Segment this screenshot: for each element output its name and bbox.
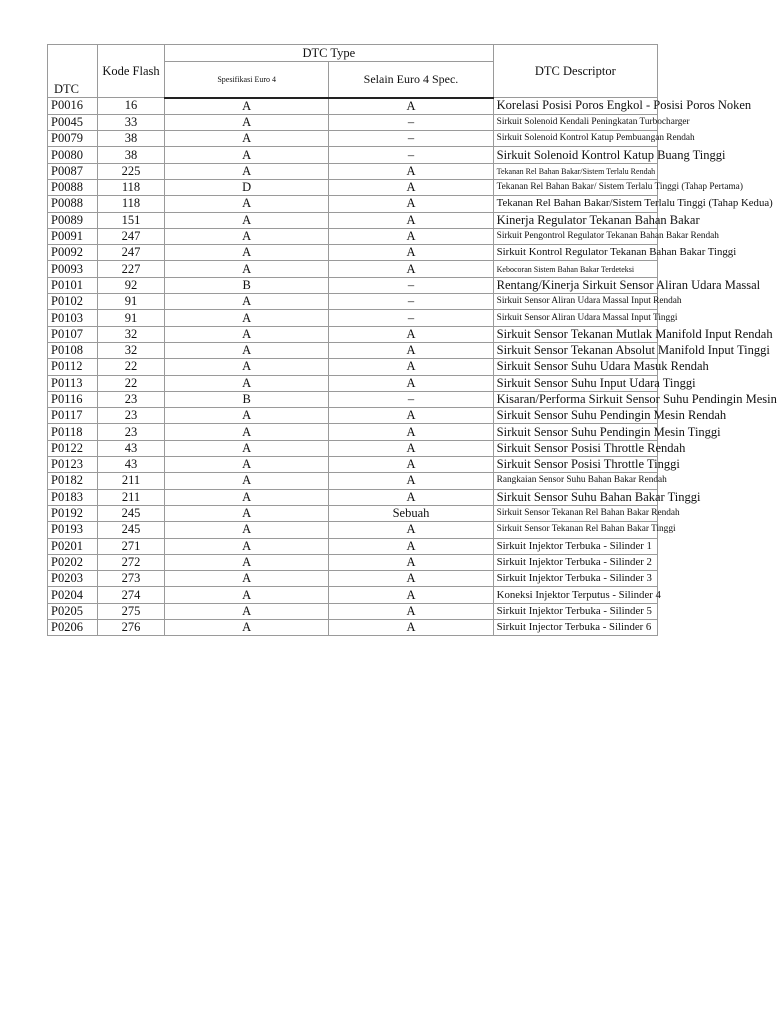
dtc-table [47, 44, 777, 636]
selain-euro4-type-cell: A [329, 261, 493, 277]
selain-euro4-type-cell: Sebuah [329, 505, 493, 521]
kode-flash-cell: 247 [98, 245, 165, 261]
dtc-descriptor-cell: Sirkuit Sensor Aliran Udara Massal Input Tinggi [493, 310, 657, 326]
euro4-type-cell: A [165, 457, 329, 473]
selain-euro4-type-cell: – [329, 391, 493, 407]
selain-euro4-type-cell: A [329, 554, 493, 570]
table-row [48, 571, 658, 587]
dtc-code-cell: P0116 [48, 391, 98, 407]
euro4-type-cell: D [165, 179, 329, 195]
table-row [48, 359, 658, 375]
dtc-code-cell: P0192 [48, 505, 98, 521]
table-row [48, 424, 658, 440]
selain-euro4-type-cell: A [329, 489, 493, 505]
table-row [48, 196, 658, 212]
euro4-type-cell: A [165, 473, 329, 489]
kode-flash-cell: 23 [98, 408, 165, 424]
dtc-descriptor-cell: Sirkuit Sensor Suhu Udara Masuk Rendah [493, 359, 657, 375]
selain-euro4-type-cell: A [329, 522, 493, 538]
dtc-code-cell: P0205 [48, 603, 98, 619]
selain-euro4-type-cell: A [329, 98, 493, 115]
dtc-code-cell: P0016 [48, 98, 98, 115]
selain-euro4-type-cell: A [329, 538, 493, 554]
dtc-code-cell: P0089 [48, 212, 98, 228]
table-row [48, 505, 658, 521]
kode-flash-cell: 23 [98, 424, 165, 440]
dtc-descriptor-cell: Sirkuit Injector Terbuka - Silinder 6 [493, 620, 657, 636]
table-row [48, 277, 658, 293]
table-row [48, 620, 658, 636]
euro4-type-cell: A [165, 212, 329, 228]
dtc-descriptor-cell: Tekanan Rel Bahan Bakar/Sistem Terlalu Tinggi (Tahap Kedua) [493, 196, 657, 212]
table-row [48, 554, 658, 570]
selain-euro4-type-cell: – [329, 147, 493, 163]
selain-euro4-type-cell: – [329, 310, 493, 326]
selain-euro4-type-cell: A [329, 408, 493, 424]
euro4-type-cell: A [165, 408, 329, 424]
euro4-type-cell: A [165, 147, 329, 163]
dtc-code-cell: P0117 [48, 408, 98, 424]
kode-flash-cell: 118 [98, 196, 165, 212]
dtc-code-cell: P0079 [48, 131, 98, 147]
kode-flash-cell: 211 [98, 473, 165, 489]
header-dtc: DTC [48, 45, 98, 98]
selain-euro4-type-cell: A [329, 571, 493, 587]
table-row [48, 98, 658, 115]
dtc-descriptor-cell: Sirkuit Sensor Suhu Input Udara Tinggi [493, 375, 657, 391]
kode-flash-cell: 92 [98, 277, 165, 293]
dtc-descriptor-cell: Tekanan Rel Bahan Bakar/Sistem Terlalu Rendah [493, 163, 657, 179]
dtc-descriptor-cell: Rentang/Kinerja Sirkuit Sensor Aliran Udara Massal [493, 277, 657, 293]
selain-euro4-type-cell: A [329, 196, 493, 212]
dtc-code-cell: P0182 [48, 473, 98, 489]
euro4-type-cell: A [165, 554, 329, 570]
header-dtc-descriptor: DTC Descriptor [493, 45, 657, 98]
table-row [48, 522, 658, 538]
selain-euro4-type-cell: A [329, 359, 493, 375]
kode-flash-cell: 273 [98, 571, 165, 587]
table-row [48, 587, 658, 603]
kode-flash-cell: 274 [98, 587, 165, 603]
kode-flash-cell: 118 [98, 179, 165, 195]
dtc-descriptor-cell: Sirkuit Solenoid Kontrol Katup Buang Tinggi [493, 147, 657, 163]
euro4-type-cell: A [165, 538, 329, 554]
dtc-code-cell: P0101 [48, 277, 98, 293]
dtc-descriptor-cell: Korelasi Posisi Poros Engkol - Posisi Poros Noken [493, 98, 657, 115]
dtc-descriptor-cell: Sirkuit Kontrol Regulator Tekanan Bahan Bakar Tinggi [493, 245, 657, 261]
kode-flash-cell: 275 [98, 603, 165, 619]
table-row [48, 538, 658, 554]
dtc-descriptor-cell: Kebocoran Sistem Bahan Bakar Terdeteksi [493, 261, 657, 277]
euro4-type-cell: A [165, 603, 329, 619]
dtc-descriptor-cell: Sirkuit Injektor Terbuka - Silinder 2 [493, 554, 657, 570]
selain-euro4-type-cell: A [329, 603, 493, 619]
selain-euro4-type-cell: A [329, 620, 493, 636]
dtc-descriptor-cell: Sirkuit Sensor Suhu Pendingin Mesin Rendah [493, 408, 657, 424]
dtc-descriptor-cell: Sirkuit Injektor Terbuka - Silinder 5 [493, 603, 657, 619]
kode-flash-cell: 276 [98, 620, 165, 636]
kode-flash-cell: 33 [98, 114, 165, 130]
selain-euro4-type-cell: A [329, 326, 493, 342]
kode-flash-cell: 38 [98, 147, 165, 163]
dtc-code-cell: P0112 [48, 359, 98, 375]
euro4-type-cell: A [165, 310, 329, 326]
table-row [48, 603, 658, 619]
dtc-code-cell: P0107 [48, 326, 98, 342]
dtc-descriptor-cell: Sirkuit Sensor Tekanan Absolut Manifold Input Tinggi [493, 342, 657, 358]
dtc-descriptor-cell: Sirkuit Solenoid Kontrol Katup Pembuangan Rendah [493, 131, 657, 147]
kode-flash-cell: 211 [98, 489, 165, 505]
selain-euro4-type-cell: A [329, 587, 493, 603]
header-selain-euro4-text: Selain Euro 4 Spec. [363, 71, 459, 86]
euro4-type-cell: A [165, 98, 329, 115]
dtc-code-cell: P0183 [48, 489, 98, 505]
header-selain-euro4 [329, 62, 493, 98]
dtc-code-cell: P0201 [48, 538, 98, 554]
dtc-code-cell: P0206 [48, 620, 98, 636]
dtc-code-cell: P0092 [48, 245, 98, 261]
euro4-type-cell: A [165, 375, 329, 391]
dtc-descriptor-cell: Sirkuit Sensor Posisi Throttle Rendah [493, 440, 657, 456]
euro4-type-cell: A [165, 522, 329, 538]
dtc-descriptor-cell: Rangkaian Sensor Suhu Bahan Bakar Rendah [493, 473, 657, 489]
euro4-type-cell: A [165, 326, 329, 342]
selain-euro4-type-cell: – [329, 114, 493, 130]
euro4-type-cell: A [165, 245, 329, 261]
kode-flash-cell: 38 [98, 131, 165, 147]
dtc-descriptor-cell: Sirkuit Solenoid Kendali Peningkatan Turbocharger [493, 114, 657, 130]
dtc-code-cell: P0080 [48, 147, 98, 163]
euro4-type-cell: A [165, 131, 329, 147]
selain-euro4-type-cell: A [329, 473, 493, 489]
dtc-descriptor-cell: Tekanan Rel Bahan Bakar/ Sistem Terlalu Tinggi (Tahap Pertama) [493, 179, 657, 195]
kode-flash-cell: 32 [98, 342, 165, 358]
dtc-code-cell: P0093 [48, 261, 98, 277]
kode-flash-cell: 91 [98, 294, 165, 310]
selain-euro4-type-cell: A [329, 163, 493, 179]
dtc-code-cell: P0102 [48, 294, 98, 310]
dtc-code-cell: P0108 [48, 342, 98, 358]
selain-euro4-type-cell: – [329, 277, 493, 293]
selain-euro4-type-cell: A [329, 424, 493, 440]
selain-euro4-type-cell: – [329, 294, 493, 310]
table-row [48, 131, 658, 147]
table-row [48, 391, 658, 407]
selain-euro4-type-cell: A [329, 212, 493, 228]
euro4-type-cell: A [165, 489, 329, 505]
dtc-descriptor-cell: Sirkuit Injektor Terbuka - Silinder 1 [493, 538, 657, 554]
euro4-type-cell: A [165, 294, 329, 310]
selain-euro4-type-cell: A [329, 245, 493, 261]
kode-flash-cell: 22 [98, 359, 165, 375]
dtc-code-cell: P0103 [48, 310, 98, 326]
euro4-type-cell: B [165, 277, 329, 293]
kode-flash-cell: 225 [98, 163, 165, 179]
dtc-code-cell: P0087 [48, 163, 98, 179]
euro4-type-cell: A [165, 359, 329, 375]
euro4-type-cell: A [165, 440, 329, 456]
dtc-descriptor-cell: Sirkuit Pengontrol Regulator Tekanan Bahan Bakar Rendah [493, 228, 657, 244]
selain-euro4-type-cell: A [329, 375, 493, 391]
table-row [48, 440, 658, 456]
table-row [48, 473, 658, 489]
kode-flash-cell: 227 [98, 261, 165, 277]
kode-flash-cell: 245 [98, 505, 165, 521]
table-row [48, 147, 658, 163]
table-row [48, 228, 658, 244]
dtc-descriptor-cell: Sirkuit Sensor Tekanan Rel Bahan Bakar Tinggi [493, 522, 657, 538]
dtc-descriptor-cell: Koneksi Injektor Terputus - Silinder 4 [493, 587, 657, 603]
dtc-code-cell: P0123 [48, 457, 98, 473]
dtc-descriptor-cell: Sirkuit Sensor Suhu Bahan Bakar Tinggi [493, 489, 657, 505]
dtc-descriptor-cell: Sirkuit Sensor Tekanan Mutlak Manifold Input Rendah [493, 326, 657, 342]
euro4-type-cell: A [165, 571, 329, 587]
table-row [48, 294, 658, 310]
euro4-type-cell: A [165, 196, 329, 212]
dtc-descriptor-cell: Sirkuit Sensor Aliran Udara Massal Input Rendah [493, 294, 657, 310]
euro4-type-cell: A [165, 587, 329, 603]
table-row [48, 261, 658, 277]
dtc-code-cell: P0202 [48, 554, 98, 570]
kode-flash-cell: 151 [98, 212, 165, 228]
table-row [48, 163, 658, 179]
euro4-type-cell: A [165, 228, 329, 244]
dtc-descriptor-cell: Kinerja Regulator Tekanan Bahan Bakar [493, 212, 657, 228]
kode-flash-cell: 91 [98, 310, 165, 326]
selain-euro4-type-cell: A [329, 228, 493, 244]
table-row [48, 408, 658, 424]
euro4-type-cell: A [165, 163, 329, 179]
dtc-descriptor-cell: Sirkuit Sensor Posisi Throttle Tinggi [493, 457, 657, 473]
kode-flash-cell: 16 [98, 98, 165, 115]
kode-flash-cell: 32 [98, 326, 165, 342]
table-row [48, 342, 658, 358]
kode-flash-cell: 22 [98, 375, 165, 391]
kode-flash-cell: 23 [98, 391, 165, 407]
euro4-type-cell: A [165, 342, 329, 358]
dtc-code-cell: P0088 [48, 196, 98, 212]
table-row [48, 375, 658, 391]
table-row [48, 457, 658, 473]
kode-flash-cell: 43 [98, 457, 165, 473]
dtc-code-cell: P0091 [48, 228, 98, 244]
dtc-descriptor-cell: Sirkuit Sensor Suhu Pendingin Mesin Tinggi [493, 424, 657, 440]
selain-euro4-type-cell: A [329, 457, 493, 473]
table-row [48, 114, 658, 130]
euro4-type-cell: A [165, 261, 329, 277]
dtc-descriptor-cell: Sirkuit Injektor Terbuka - Silinder 3 [493, 571, 657, 587]
dtc-code-cell: P0088 [48, 179, 98, 195]
euro4-type-cell: A [165, 620, 329, 636]
header-spesifikasi-euro4: Spesifikasi Euro 4 [165, 62, 329, 98]
table-row [48, 179, 658, 195]
dtc-descriptor-cell: Sirkuit Sensor Tekanan Rel Bahan Bakar Rendah [493, 505, 657, 521]
table-row [48, 245, 658, 261]
kode-flash-cell: 245 [98, 522, 165, 538]
kode-flash-cell: 271 [98, 538, 165, 554]
table-row [48, 212, 658, 228]
dtc-code-cell: P0113 [48, 375, 98, 391]
selain-euro4-type-cell: A [329, 440, 493, 456]
selain-euro4-type-cell: A [329, 179, 493, 195]
header-dtc-type: DTC Type [165, 45, 494, 62]
euro4-type-cell: A [165, 424, 329, 440]
kode-flash-cell: 247 [98, 228, 165, 244]
euro4-type-cell: A [165, 505, 329, 521]
euro4-type-cell: A [165, 114, 329, 130]
header-kode-flash: Kode Flash [98, 45, 165, 98]
selain-euro4-type-cell: A [329, 342, 493, 358]
kode-flash-cell: 272 [98, 554, 165, 570]
dtc-code-cell: P0203 [48, 571, 98, 587]
euro4-type-cell: B [165, 391, 329, 407]
dtc-descriptor-cell: Kisaran/Performa Sirkuit Sensor Suhu Pendingin Mesin [493, 391, 657, 407]
dtc-code-cell: P0204 [48, 587, 98, 603]
table-row [48, 326, 658, 342]
dtc-code-cell: P0193 [48, 522, 98, 538]
dtc-code-cell: P0122 [48, 440, 98, 456]
table-row [48, 310, 658, 326]
selain-euro4-type-cell: – [329, 131, 493, 147]
table-row [48, 489, 658, 505]
dtc-code-cell: P0118 [48, 424, 98, 440]
dtc-code-cell: P0045 [48, 114, 98, 130]
dtc-table-body [48, 98, 777, 636]
kode-flash-cell: 43 [98, 440, 165, 456]
